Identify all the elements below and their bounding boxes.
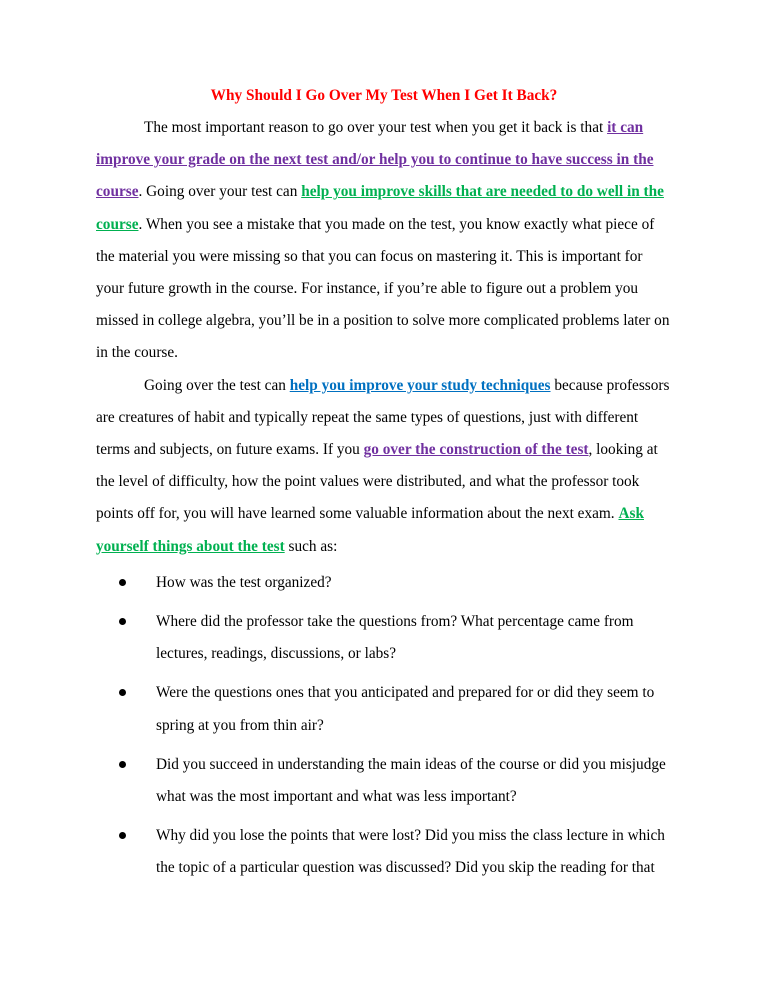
highlight-improve-grade: it can improve your grade on the next test and/or help you to continue to have success in the course	[96, 119, 654, 201]
list-item	[156, 567, 672, 599]
paragraph-2-text-3: , looking at the level of difficulty, how the point values were distributed, and what the professor took points off for, you will have learned some valuable information about the next exam.	[96, 441, 658, 523]
list-item-text: Where did the professor take the questions from? What percentage came from lectures, readings, discussions, or labs?	[156, 613, 634, 663]
question-list	[96, 567, 672, 885]
paragraph-1	[96, 112, 672, 370]
list-item	[156, 749, 672, 813]
paragraph-1-text-2: . Going over your test can	[138, 183, 302, 201]
paragraph-2-text-1: Going over the test can	[144, 376, 290, 394]
highlight-test-construction: go over the construction of the test	[363, 441, 589, 459]
document-page	[96, 86, 672, 892]
list-item-text: How was the test organized?	[156, 573, 332, 591]
bullet-icon	[119, 832, 126, 839]
list-item	[156, 677, 672, 741]
paragraph-1-text-1: The most important reason to go over your test when you get it back is that	[144, 119, 608, 136]
highlight-improve-skills: help you improve skills that are needed to do well in the course	[96, 183, 664, 233]
paragraph-2	[96, 370, 672, 563]
list-item-text: Why did you lose the points that were lost? Did you miss the class lecture in which the topic of a particular question was discussed? Did you skip the reading for that	[156, 827, 665, 877]
bullet-icon	[119, 689, 126, 696]
paragraph-2-text-2: because professors are creatures of habit and typically repeat the same types of questions, just with different terms and subjects, on future exams. If you	[96, 376, 670, 459]
highlight-study-techniques: help you improve your study techniques	[289, 376, 551, 394]
list-item-text: Were the questions ones that you anticipated and prepared for or did they seem to spring at you from thin air?	[156, 684, 655, 734]
bullet-icon	[119, 618, 126, 625]
list-item-text: Did you succeed in understanding the main ideas of the course or did you misjudge what was the most important and what was less important?	[156, 755, 666, 806]
document-title: Why Should I Go Over My Test When I Get It Back?	[210, 87, 558, 104]
paragraph-2-text-4: such as:	[284, 537, 338, 555]
paragraph-1-text-3: . When you see a mistake that you made on the test, you know exactly what piece of the material you were missing so that you can focus on mastering it. This is important for your future growth in the course. For instance, if you’re able to figure out a problem you missed in college algebra, you’ll be in a position to solve more complicated problems later on in the course.	[96, 215, 670, 362]
list-item	[156, 820, 672, 884]
highlight-ask-yourself: Ask yourself things about the test	[96, 505, 644, 555]
bullet-icon	[119, 579, 126, 586]
list-item	[156, 606, 672, 670]
bullet-icon	[119, 761, 126, 768]
